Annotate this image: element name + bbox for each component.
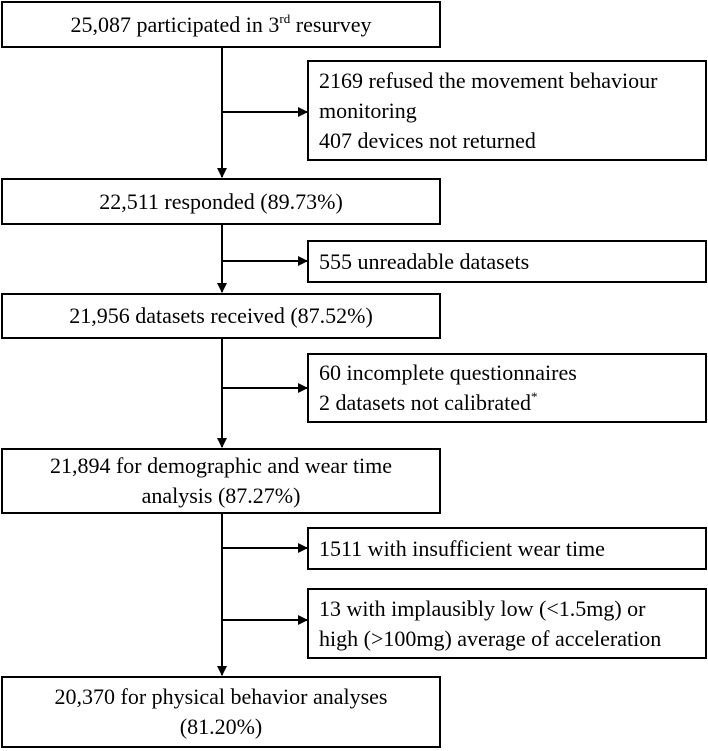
- exclusion-box-5-line-1: 13 with implausibly low (<1.5mg) or: [319, 595, 646, 621]
- exclusion-box-5: [307, 588, 707, 659]
- exclusion-box-3-line-1: 60 incomplete questionnaires: [319, 360, 577, 385]
- exclusion-box-1: [307, 60, 707, 161]
- main-box-3: [1, 293, 441, 339]
- exclusion-box-4-line-1: 1511 with insufficient wear time: [319, 535, 605, 561]
- exclusion-box-1-line-3: 407 devices not returned: [319, 127, 536, 153]
- main-box-1-text: 25,087 participated in 3rd resurvey: [70, 10, 372, 37]
- exclusion-box-3-line-2: 2 datasets not calibrated*: [319, 389, 538, 415]
- main-box-2-text: 22,511 responded (89.73%): [99, 188, 343, 214]
- main-box-1: [1, 1, 441, 48]
- exclusion-box-4: [307, 527, 707, 570]
- main-box-2: [1, 178, 441, 225]
- main-box-5-line-1: 20,370 for physical behavior analyses: [54, 684, 388, 709]
- main-box-3-text: 21,956 datasets received (87.52%): [69, 303, 373, 328]
- main-box-4: [1, 448, 441, 514]
- exclusion-box-1-line-1: 2169 refused the movement behaviour: [319, 67, 658, 93]
- exclusion-box-3: [307, 353, 707, 423]
- main-box-5-line-2: (81.20%): [179, 714, 263, 739]
- main-box-5: [1, 676, 441, 748]
- main-box-4-line-2: analysis (87.27%): [141, 483, 301, 508]
- main-box-4-line-1: 21,894 for demographic and wear time: [49, 453, 393, 478]
- footnote-asterisk: *: [530, 389, 538, 404]
- exclusion-box-1-line-2: monitoring: [319, 97, 417, 123]
- exclusion-box-5-line-2: high (>100mg) average of acceleration: [319, 625, 662, 651]
- exclusion-box-2-line-1: 555 unreadable datasets: [319, 248, 530, 274]
- exclusion-box-2: [307, 240, 707, 283]
